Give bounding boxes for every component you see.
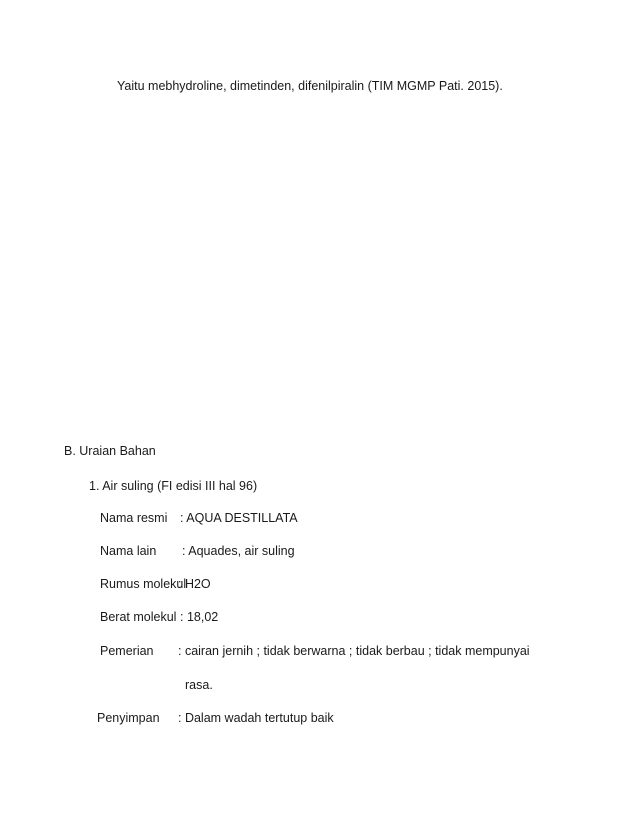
- property-label-rumus-molekul: Rumus molekul: [100, 577, 187, 591]
- property-label-nama-lain: Nama lain: [100, 544, 157, 558]
- property-value-nama-resmi: : AQUA DESTILLATA: [180, 511, 298, 525]
- section-heading: B. Uraian Bahan: [64, 444, 156, 458]
- property-value-rumus-molekul: : H2O: [178, 577, 211, 591]
- intro-line: Yaitu mebhydroline, dimetinden, difenilpiralin (TIM MGMP Pati. 2015).: [117, 79, 503, 93]
- property-value-penyimpan: : Dalam wadah tertutup baik: [178, 711, 334, 725]
- property-value-nama-lain: : Aquades, air suling: [182, 544, 295, 558]
- property-value-pemerian-continuation: rasa.: [185, 678, 213, 692]
- item-title: 1. Air suling (FI edisi III hal 96): [89, 479, 258, 493]
- property-value-berat-molekul: : 18,02: [180, 610, 219, 624]
- property-value-pemerian: : cairan jernih ; tidak berwarna ; tidak berbau ; tidak mempunyai: [178, 644, 530, 658]
- property-label-nama-resmi: Nama resmi: [100, 511, 168, 525]
- property-label-berat-molekul: Berat molekul: [100, 610, 177, 624]
- property-label-penyimpan: Penyimpan: [97, 711, 160, 725]
- property-label-pemerian: Pemerian: [100, 644, 154, 658]
